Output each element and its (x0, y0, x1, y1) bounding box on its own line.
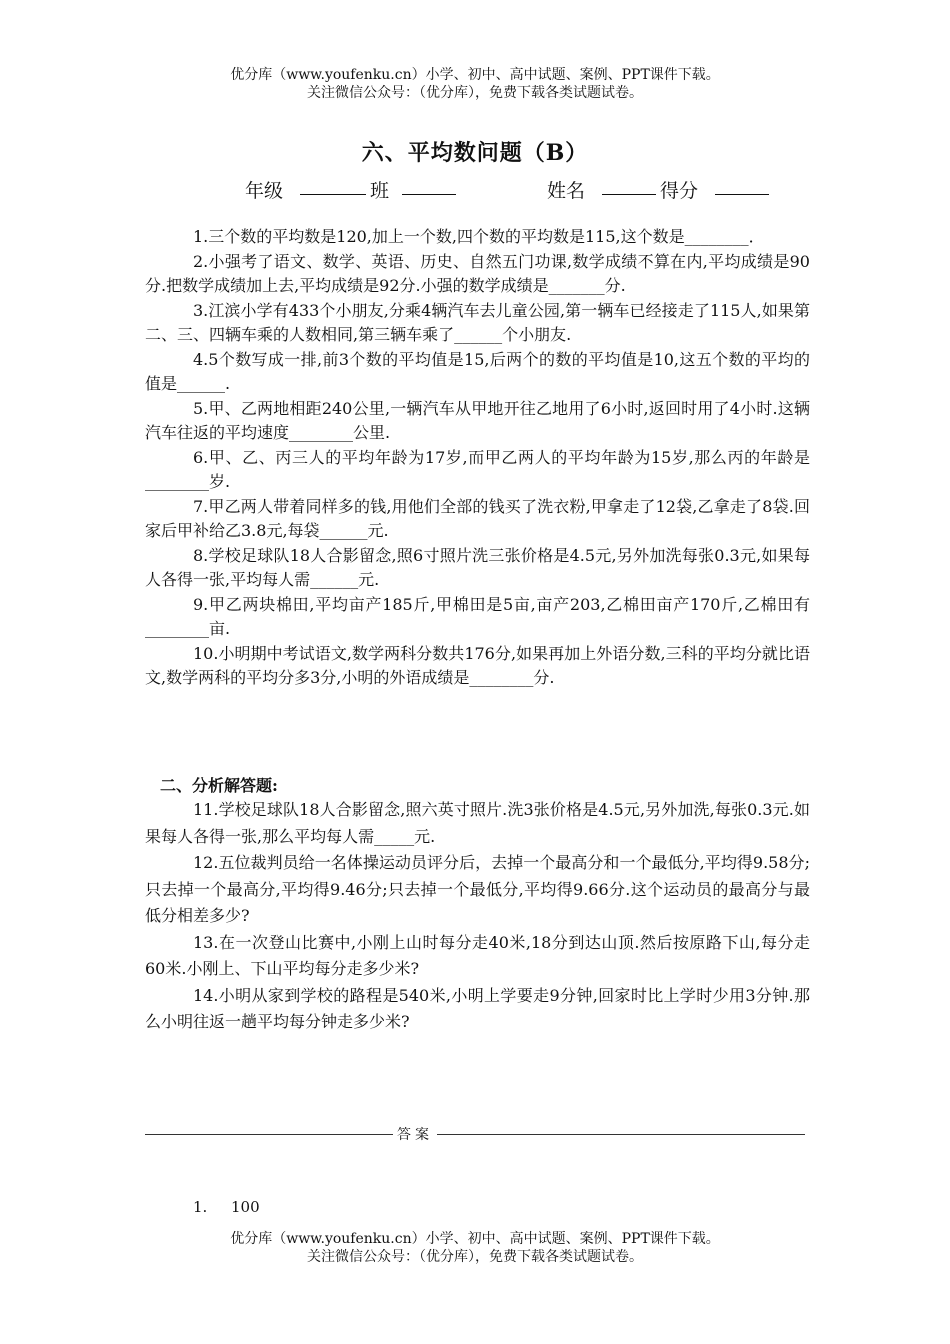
section-2-heading: 二、分析解答题: (160, 776, 278, 795)
question-item: 5.甲、乙两地相距240公里,一辆汽车从甲地开往乙地用了6小时,返回时用了4小时.这辆汽车往返的平均速度________公里. (145, 398, 810, 442)
header-line-2: 关注微信公众号：（优分库），免费下载各类试题试卷。 (307, 85, 643, 101)
question-item: 14.小明从家到学校的路程是540米,小明上学要走9分钟,回家时比上学时少用3分钟.那么小明往返一趟平均每分钟走多少米? (145, 985, 810, 1031)
answer-divider (145, 1124, 805, 1144)
divider-line-right (437, 1134, 805, 1135)
answer-value: 100 (231, 1198, 260, 1216)
score-label: 得分 (660, 180, 699, 202)
question-item: 4.5个数写成一排,前3个数的平均值是15,后两个的数的平均值是10,这五个数的平均的值是______. (145, 349, 810, 393)
question-item: 1.三个数的平均数是120,加上一个数,四个数的平均数是115,这个数是________． (193, 227, 765, 246)
page-title: 六、平均数问题（B） (361, 140, 589, 166)
header-line-1: 优分库（www.youfenku.cn）小学、初中、高中试题、案例、PPT课件下载。 (230, 67, 720, 83)
question-item: 2.小强考了语文、数学、英语、历史、自然五门功课,数学成绩不算在内,平均成绩是90分.把数学成绩加上去,平均成绩是92分.小强的数学成绩是_______分. (145, 251, 810, 295)
question-item: 13.在一次登山比赛中,小刚上山时每分走40米,18分到达山顶.然后按原路下山,每分走60米.小刚上、下山平均每分走多少米? (145, 932, 810, 978)
question-item: 10.小明期中考试语文,数学两科分数共176分,如果再加上外语分数,三科的平均分就比语文,数学两科的平均分多3分,小明的外语成绩是________分. (145, 643, 810, 687)
answer-item (193, 1198, 260, 1216)
grade-label: 年级 (245, 180, 284, 202)
fill-in-questions (145, 225, 810, 691)
name-label: 姓名 (547, 180, 586, 202)
analysis-questions (145, 797, 810, 1036)
answer-divider-label: 答案 (397, 1127, 433, 1143)
question-item: 7.甲乙两人带着同样多的钱,用他们全部的钱买了洗衣粉,甲拿走了12袋,乙拿走了8袋.回家后甲补给乙3.8元,每袋______元. (145, 496, 810, 540)
question-item: 3.江滨小学有433个小朋友,分乘4辆汽车去儿童公园,第一辆车已经接走了115人,如果第二、三、四辆车乘的人数相同,第三辆车乘了______个小朋友. (145, 300, 810, 344)
question-item: 11.学校足球队18人合影留念,照六英寸照片.洗3张价格是4.5元,另外加洗,每张0.3元.如果每人各得一张,那么平均每人需_____元. (145, 800, 810, 846)
page-header (0, 66, 950, 102)
answer-list (193, 1198, 260, 1216)
question-item: 8.学校足球队18人合影留念,照6寸照片洗三张价格是4.5元,另外加洗每张0.3元,如果每人各得一张,平均每人需______元. (145, 545, 810, 589)
divider-line-left (145, 1134, 393, 1135)
page-footer (0, 1230, 950, 1266)
answer-number: 1. (193, 1198, 208, 1216)
class-label: 班 (370, 180, 390, 202)
question-item: 9.甲乙两块棉田,平均亩产185斤,甲棉田是5亩,亩产203,乙棉田亩产170斤,乙棉田有________亩. (145, 594, 810, 638)
question-item: 6.甲、乙、丙三人的平均年龄为17岁,而甲乙两人的平均年龄为15岁,那么丙的年龄是________岁. (145, 447, 810, 491)
footer-line-2: 关注微信公众号：（优分库），免费下载各类试题试卷。 (307, 1249, 643, 1265)
question-item: 12.五位裁判员给一名体操运动员评分后，去掉一个最高分和一个最低分,平均得9.58分;只去掉一个最高分,平均得9.46分;只去掉一个最低分,平均得9.66分.这个运动员的最高分与最低分相差多少? (145, 853, 810, 925)
footer-line-1: 优分库（www.youfenku.cn）小学、初中、高中试题、案例、PPT课件下载。 (230, 1231, 720, 1247)
